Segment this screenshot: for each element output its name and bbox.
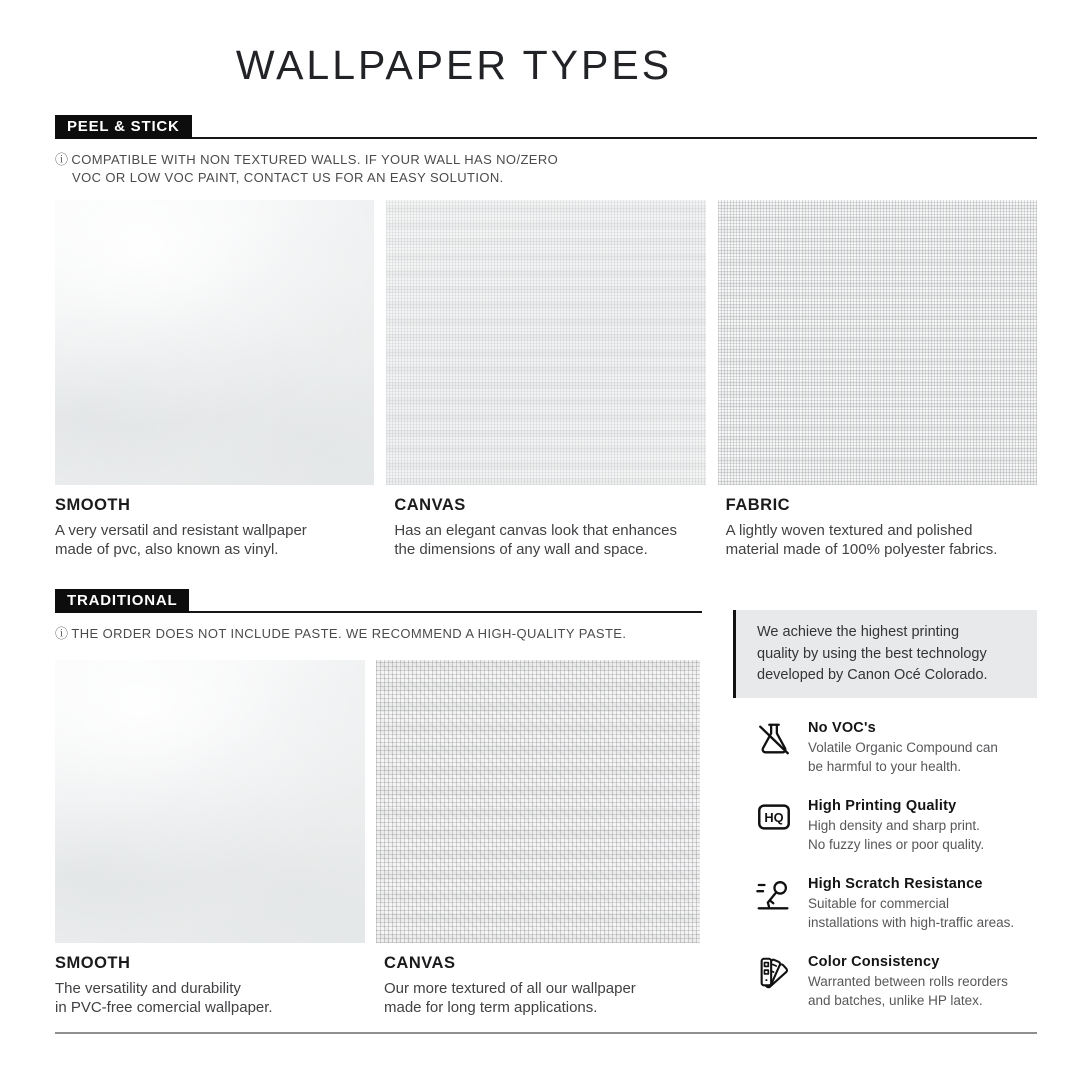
swatch-name: CANVAS [384, 954, 456, 972]
traditional-swatch-row [55, 660, 700, 943]
traditional-note [55, 625, 626, 643]
swatch-description: A lightly woven textured and polished material made of 100% polyester fabrics. [725, 522, 998, 558]
callout-line: developed by Canon Océ Colorado. [757, 667, 988, 683]
peel-swatch-row [55, 200, 1037, 485]
traditional-canvas-swatch-image [376, 660, 700, 943]
peel-fabric-swatch-image [718, 200, 1037, 485]
peel-note [55, 151, 558, 187]
swatch-description: Has an elegant canvas look that enhances the dimensions of any wall and space. [394, 522, 678, 558]
printing-quality-callout [733, 610, 1037, 698]
traditional-smooth-label [55, 954, 365, 1017]
page-title: WALLPAPER TYPES [235, 42, 673, 88]
traditional-swatch-labels [55, 954, 700, 1017]
feature-text [808, 720, 998, 776]
traditional-section-label: TRADITIONAL [55, 589, 189, 613]
feature-text [808, 954, 1008, 1010]
feature-description: Volatile Organic Compound can be harmful to your health. [808, 740, 998, 774]
bottom-divider [55, 1032, 1037, 1034]
swatch-name: CANVAS [394, 496, 466, 514]
callout-line: quality by using the best technology [757, 645, 987, 662]
feature-text [808, 798, 984, 854]
peel-note-line-2: VOC OR LOW VOC PAINT, CONTACT US FOR AN EASY SOLUTION. [72, 170, 504, 185]
feature-title: Color Consistency [808, 954, 940, 970]
peel-smooth-label [55, 496, 374, 559]
feature-title: No VOC's [808, 720, 876, 736]
traditional-smooth-swatch-image [55, 660, 365, 943]
swatch-description: The versatility and durability in PVC-free comercial wallpaper. [55, 980, 273, 1016]
feature-description: High density and sharp print. No fuzzy lines or poor quality. [808, 818, 985, 852]
swatch-name: FABRIC [725, 496, 791, 514]
peel-fabric-label [718, 496, 1037, 559]
feature-title: High Scratch Resistance [808, 876, 983, 892]
feature-high-scratch-resistance [755, 876, 1047, 932]
traditional-canvas-label [376, 954, 700, 1017]
traditional-note-line-1: THE ORDER DOES NOT INCLUDE PASTE. WE RECOMMEND A HIGH-QUALITY PASTE. [71, 626, 627, 641]
callout-line: We achieve the highest printing [757, 624, 960, 640]
feature-description: Warranted between rolls reorders and batches, unlike HP latex. [808, 974, 1008, 1008]
peel-note-line-1: COMPATIBLE WITH NON TEXTURED WALLS. IF YOUR WALL HAS NO/ZERO [71, 152, 559, 167]
svg-text:HQ: HQ [764, 810, 784, 826]
swatch-name: SMOOTH [55, 496, 131, 514]
peel-and-stick-section-label: PEEL & STICK [55, 115, 192, 139]
peel-swatch-labels [55, 496, 1037, 559]
peel-smooth-swatch-image [55, 200, 374, 485]
peel-section-rule [55, 137, 1037, 139]
swatch-description: A very versatil and resistant wallpaper made of pvc, also known as vinyl. [55, 522, 307, 558]
info-icon: ⓘ [55, 626, 69, 641]
feature-no-vocs [755, 720, 1047, 776]
swatch-description: Our more textured of all our wallpaper made for long term applications. [384, 980, 636, 1016]
color-swatch-fan-icon [755, 954, 793, 992]
info-icon: ⓘ [55, 152, 69, 167]
key-scratch-icon [755, 876, 793, 914]
feature-color-consistency [755, 954, 1047, 1010]
peel-canvas-label [386, 496, 705, 559]
peel-canvas-swatch-image [386, 200, 705, 485]
no-voc-flask-icon [755, 720, 793, 758]
swatch-name: SMOOTH [55, 954, 131, 972]
feature-high-printing-quality [755, 798, 1047, 854]
feature-description: Suitable for commercial installations with high-traffic areas. [808, 896, 1015, 930]
feature-text [808, 876, 1014, 932]
hq-badge-icon [755, 798, 793, 836]
feature-title: High Printing Quality [808, 798, 957, 814]
